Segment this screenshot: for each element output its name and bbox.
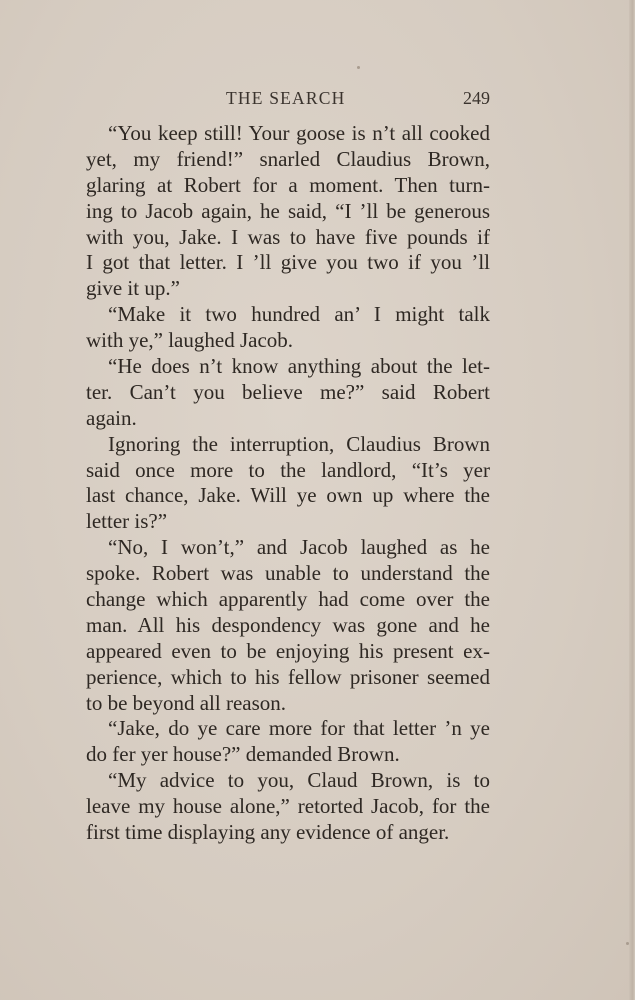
text-line: appeared even to be enjoying his present ex- (86, 638, 490, 663)
text-line: I got that letter. I ’ll give you two if you ’ll (86, 250, 490, 275)
text-line: again. (86, 405, 137, 430)
text-line: “No, I won’t,” and Jacob laughed as he (108, 535, 490, 560)
text-line: letter is?” (86, 509, 168, 534)
text-line: “He does n’t know anything about the let- (108, 354, 490, 379)
text-line: with you, Jake. I was to have five pounds if (86, 224, 490, 249)
body-text (86, 121, 490, 846)
text-line: last chance, Jake. Will ye own up where the (86, 483, 490, 508)
text-line: do fer yer house?” demanded Brown. (86, 742, 400, 767)
text-line: “You keep still! Your goose is n’t all cooked (108, 121, 490, 145)
text-line: glaring at Robert for a moment. Then turn- (86, 172, 490, 197)
text-line: “Make it two hundred an’ I might talk (108, 302, 490, 327)
text-line: spoke. Robert was unable to understand the (86, 561, 490, 586)
page-number: 249 (463, 88, 490, 108)
text-line: change which apparently had come over the (86, 587, 490, 612)
running-title: THE SEARCH (226, 88, 346, 108)
text-line: “Jake, do ye care more for that letter ’n ye (108, 716, 490, 741)
text-line: perience, which to his fellow prisoner seemed (86, 664, 490, 689)
text-line: ter. Can’t you believe me?” said Robert (86, 379, 490, 404)
text-line: Ignoring the interruption, Claudius Brown (108, 431, 490, 456)
text-line: to be beyond all reason. (86, 690, 287, 715)
text-line: “My advice to you, Claud Brown, is to (108, 768, 490, 793)
text-line: with ye,” laughed Jacob. (86, 328, 294, 353)
text-line: first time displaying any evidence of anger. (86, 820, 450, 845)
text-line: ing to Jacob again, he said, “I ’ll be generous (86, 198, 490, 223)
page-edge (629, 0, 635, 1000)
text-line: yet, my friend!” snarled Claudius Brown, (86, 146, 490, 171)
paper-speck (357, 66, 360, 69)
running-header (86, 88, 490, 114)
text-line: give it up.” (86, 276, 180, 301)
text-line: man. All his despondency was gone and he (86, 612, 490, 637)
text-line: leave my house alone,” retorted Jacob, for the (86, 794, 490, 819)
paper-speck (626, 942, 629, 945)
text-line: said once more to the landlord, “It’s yer (86, 457, 490, 482)
